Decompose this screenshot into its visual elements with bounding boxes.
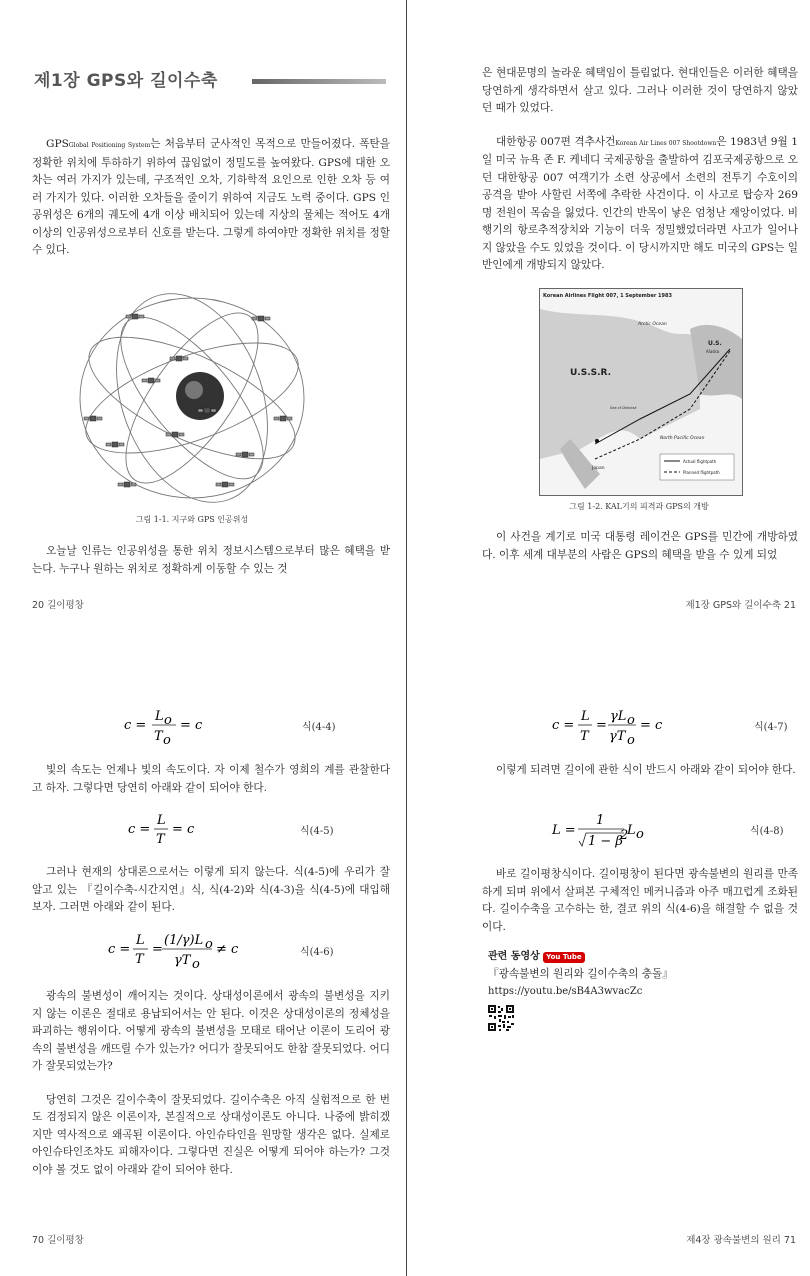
svg-text:c =: c = <box>552 718 575 733</box>
kal007-map-figure <box>539 288 743 496</box>
youtube-logo: You Tube <box>543 952 584 963</box>
map-label-okhotsk: Sea of Okhotsk <box>610 406 637 410</box>
chapter-title: 제1장 GPS와 길이수축 <box>34 71 218 91</box>
p71-paragraph-2: 바로 길이평창식이다. 길이평창이 된다면 광속불변의 원리를 만족하게 되며 위에서 살펴본 구체적인 메커니즘과 아주 매끄럽게 조화된다. 길이수축을 고수하는 한, 결코 위의 식(4-6)을 해결할 수 없을 것이다. <box>482 868 798 933</box>
svg-text:T: T <box>156 832 165 847</box>
p20-paragraph-1: GPSGlobal Positioning System는 처음부터 군사적인 목적으로 만들어졌다. 폭탄을 정확한 위치에 투하하기 위하여 끊임없이 정밀도를 높여왔다. GPS에 대한 오차는 여러 가지가 있는데, 구조적인 오차, 기하학적 요인으로 인한 오차 등 여러 가지가 있다. 이러한 오차들을 줄이기 위하여 지금도 노력 중이다. GPS 인공위성은 6개의 궤도에 4개 이상 배치되어 있는데 지상의 물체는 적어도 4개 이상의 인공위성으로부터 신호를 받는다. 그렇게 하여야만 정확한 위치를 정할 수 있다. <box>32 138 391 256</box>
p70-paragraph-2: 그러나 현재의 상대론으로서는 이렇게 되지 않는다. 식(4-5)에 우리가 잘 알고 있는 『길이수축-시간지연』식, 식(4-2)와 식(4-3)을 식(4-5)에 대입해보자. 그러면 아래와 같이 된다. <box>32 866 390 913</box>
svg-text:o: o <box>164 713 172 728</box>
equation-4-4 <box>32 700 390 750</box>
svg-text:o: o <box>205 937 213 952</box>
p21-figure-caption: 그림 1-2. KAL기의 피격과 GPS의 개방 <box>569 502 709 511</box>
video-url-link[interactable]: https://youtu.be/sB4A3wvacZc <box>488 986 643 997</box>
page-divider <box>406 0 407 1276</box>
p20-folio: 20 길이평창 <box>32 600 84 611</box>
p20-figure-caption: 그림 1-1. 지구와 GPS 인공위성 <box>135 515 249 524</box>
p20-text-block <box>32 136 390 260</box>
svg-text:1: 1 <box>596 813 605 828</box>
map-legend-planned: Planned flightpath <box>683 470 720 475</box>
gps-satellite-figure <box>72 292 312 504</box>
svg-text:c =: c = <box>108 942 131 957</box>
svg-text:=: = <box>152 942 163 957</box>
map-label-arctic: Arctic Ocean <box>638 322 667 327</box>
p21-paragraph-2: 대한항공 007편 격추사건Korean Air Lines 007 Shootdown은 1983년 9월 1일 미국 뉴욕 존 F. 케네디 국제공항을 출발하여 김포국제공항으로 오던 대한항공 007 여객기가 소련 상공에서 소련의 전투기 수호이의 공격을 받아 사할린 서쪽에 추락한 사건이다. 이 사고로 탑승자 269명 전원이 목숨을 잃었다. 인간의 반목이 낳은 엄청난 재앙이었다. 비행기의 항로추적장치와 기능이 더욱 정밀했었더라면 사고가 일어나지 않았을 수도 있었을 것이다. 이 당시까지만 해도 미국의 GPS는 일반인에게 개방되지 않았다. <box>482 135 798 271</box>
svg-text:(1/γ)L: (1/γ)L <box>164 933 204 948</box>
svg-text:o: o <box>163 733 171 748</box>
p71-paragraph-1: 이렇게 되려면 길이에 관한 식이 반드시 아래와 같이 되어야 한다. <box>496 764 796 776</box>
p71-folio: 제4장 광속불변의 원리 71 <box>686 1235 796 1246</box>
p70-text-block-3 <box>32 988 390 1179</box>
p70-folio: 70 길이평창 <box>32 1235 84 1246</box>
svg-text:o: o <box>636 827 644 842</box>
qr-code-icon[interactable] <box>488 1005 514 1031</box>
equation-4-7 <box>482 700 810 750</box>
equation-4-6 <box>32 926 390 976</box>
p21-text-block <box>482 65 798 275</box>
svg-text:L =: L = <box>552 823 576 838</box>
svg-text:≠ c: ≠ c <box>216 942 239 957</box>
p21-folio: 제1장 GPS와 길이수축 21 <box>685 600 796 611</box>
svg-text:= c: = c <box>172 822 195 837</box>
svg-text:= c: = c <box>180 718 203 733</box>
p70-paragraph-3: 광속의 불변성이 깨어지는 것이다. 상대성이론에서 광속의 불변성을 지키지 않는 이론은 절대로 용납되어서는 안 된다. 이것은 상대성이론의 정체성을 파괴하는 행위이다. 어떻게 광속의 불변성을 모태로 태어난 이론이 도리어 광속의 불변성을 깨뜨릴 수가 있는가? 어디가 잘못되어도 한참 잘못되었다. 어디가 잘못되었는가? <box>32 990 390 1072</box>
chapter-heading <box>34 66 354 91</box>
svg-text:1 − β: 1 − β <box>588 834 623 849</box>
svg-text:=: = <box>596 718 607 733</box>
p70-text-block-1 <box>32 762 390 797</box>
svg-text:T: T <box>154 729 163 744</box>
svg-text:L: L <box>581 709 590 724</box>
eq-4-5-number: 식(4-5) <box>300 826 334 837</box>
p71-text-block-2 <box>482 866 798 936</box>
eq-4-4-number: 식(4-4) <box>302 722 336 733</box>
svg-text:T: T <box>580 729 589 744</box>
map-legend-actual: Actual flightpath <box>683 459 717 464</box>
p20-paragraph-2: 오늘날 인류는 인공위성을 통한 위치 정보시스템으로부터 많은 혜택을 받는다. 누구나 원하는 위치로 정확하게 이동할 수 있는 것 <box>32 545 390 575</box>
p21-text-block-2 <box>482 529 798 564</box>
p21-paragraph-1: 은 현대문명의 놀라운 혜택임이 틀림없다. 현대인들은 이러한 혜택을 당연하게 생각하면서 살고 있다. 그러나 이러한 것이 당연하지 않았던 때가 있었다. <box>482 67 798 114</box>
title-rule <box>252 79 386 84</box>
equation-4-5 <box>32 810 390 860</box>
map-label-ussr: U.S.S.R. <box>570 368 612 378</box>
equation-4-8 <box>482 808 810 858</box>
related-video-block <box>488 948 788 1031</box>
svg-text:2: 2 <box>620 828 629 843</box>
map-label-pacific: North Pacific Ocean <box>660 436 705 441</box>
map-label-japan: Japan <box>592 466 605 471</box>
eq-4-7-number: 식(4-7) <box>754 722 788 733</box>
svg-text:c =: c = <box>128 822 151 837</box>
svg-text:L: L <box>136 933 145 948</box>
svg-text:L: L <box>157 813 166 828</box>
svg-text:L: L <box>627 823 636 838</box>
svg-text:o: o <box>627 733 635 748</box>
map-label-us: U.S. <box>708 340 722 347</box>
svg-text:= c: = c <box>640 718 663 733</box>
p70-text-block-2 <box>32 864 390 917</box>
svg-text:γT: γT <box>174 953 191 968</box>
svg-text:o: o <box>192 957 200 972</box>
svg-text:γT: γT <box>609 729 626 744</box>
map-title: Korean Airlines Flight 007, 1 September 1983 <box>543 293 672 299</box>
p70-paragraph-4: 당연히 그것은 길이수축이 잘못되었다. 길이수축은 아직 실험적으로 한 번도 검정되지 않은 이론이자, 본질적으로 상대성이론도 아니다. 나중에 밝히겠지만 역사적으로 왜곡된 이론이다. 아인슈타인을 원망할 생각은 없다. 실제로 아인슈타인조차도 피해자이다. 그렇다면 진실은 어떻게 되어야 하는가? 그것이야 볼 것도 없이 아래와 같이 되어야 한다. <box>32 1093 390 1176</box>
svg-text:c =: c = <box>124 718 147 733</box>
video-label: 관련 동영상 <box>488 951 540 962</box>
svg-text:T: T <box>135 952 144 967</box>
p21-paragraph-3: 이 사건을 계기로 미국 대통령 레이건은 GPS를 민간에 개방하였다. 이후 세계 대부분의 사람은 GPS의 혜택을 받을 수 있게 되었 <box>482 531 798 561</box>
eq-4-6-number: 식(4-6) <box>300 947 334 958</box>
svg-text:L: L <box>155 709 164 724</box>
svg-text:o: o <box>627 713 635 728</box>
p20-text-block-2 <box>32 543 390 578</box>
eq-4-8-number: 식(4-8) <box>750 826 784 837</box>
map-label-alaska: Alaska <box>706 349 720 354</box>
video-title: 『광속불변의 원리와 길이수축의 충돌』 <box>488 967 673 980</box>
svg-text:γL: γL <box>610 709 627 724</box>
p71-text-block-1 <box>482 762 798 780</box>
p70-paragraph-1: 빛의 속도는 언제나 빛의 속도이다. 자 이제 철수가 영희의 계를 관찰한다고 하자. 그렇다면 당연히 아래와 같이 되어야 한다. <box>32 764 390 794</box>
